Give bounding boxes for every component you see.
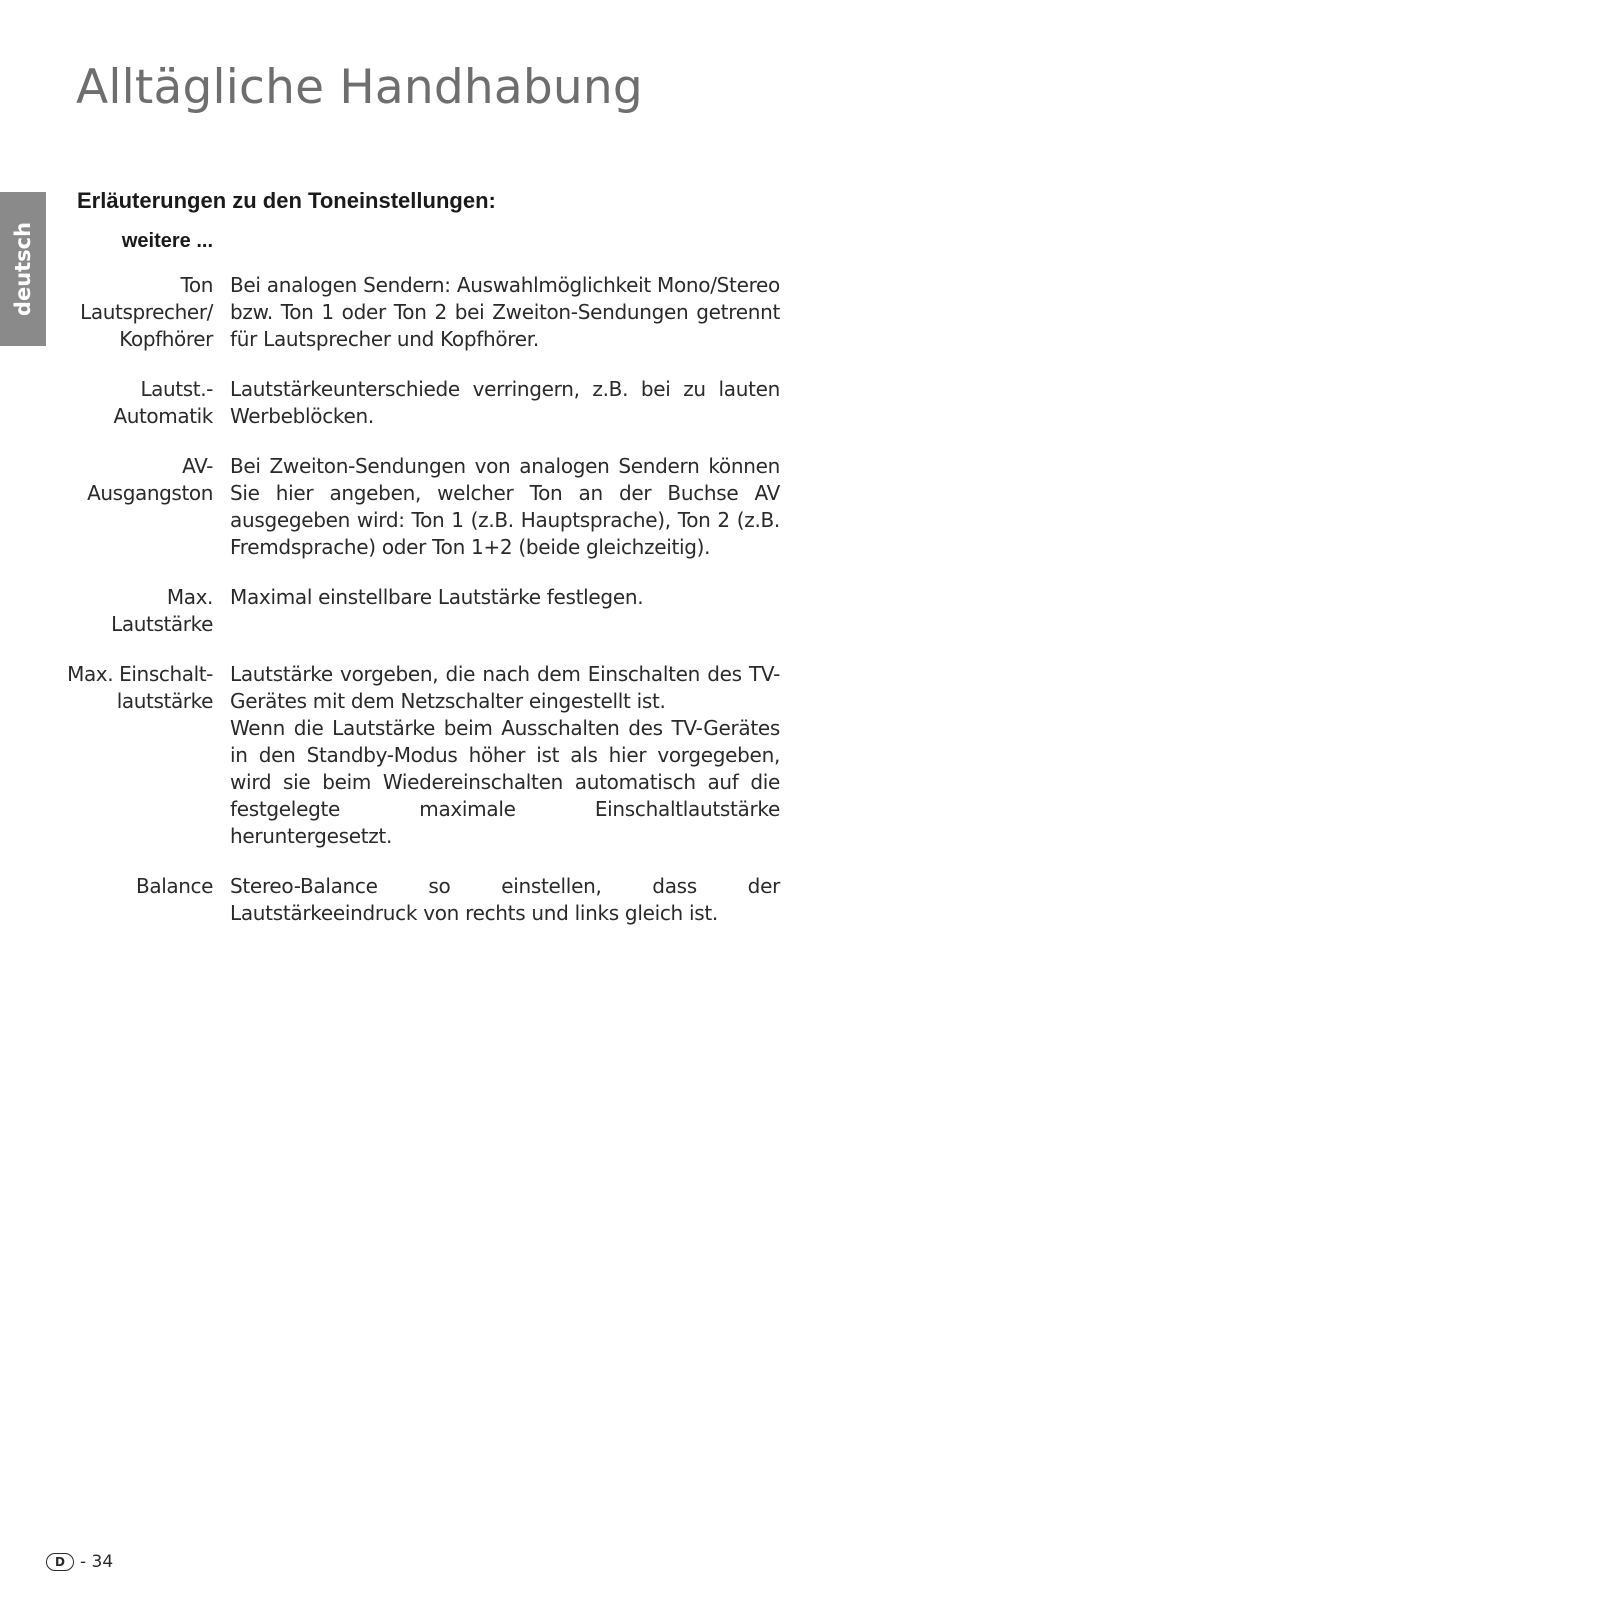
entry-term: Max. Einschalt- lautstärke — [67, 662, 213, 713]
definition-entry — [60, 376, 780, 430]
entry-term: Max. Lautstärke — [111, 585, 213, 636]
entry-term: Balance — [136, 874, 213, 898]
definition-entry — [60, 584, 780, 638]
entry-description — [230, 376, 780, 430]
entry-description — [230, 873, 780, 927]
entry-paragraph: Lautstärkeunterschiede verringern, z.B. bei zu lauten Werbeblöcken. — [230, 377, 780, 428]
sub-heading: weitere ... — [121, 230, 213, 252]
entry-paragraph: Lautstärke vorgeben, die nach dem Einschalten des TV-Gerätes mit dem Netzschalter eingestellt ist. — [230, 662, 780, 713]
page-number: - 34 — [80, 1552, 114, 1572]
entry-paragraph: Bei Zweiton-Sendungen von analogen Sendern können Sie hier angeben, welcher Ton an der Buchse AV ausgegeben wird: Ton 1 (z.B. Hauptsprache), Ton 2 (z.B. Fremdsprache) oder Ton 1+2 (beide gleichzeitig). — [230, 454, 780, 559]
entry-paragraph: Stereo-Balance so einstellen, dass der Lautstärkeeindruck von rechts und links gleich ist. — [230, 874, 780, 925]
definition-entry — [60, 453, 780, 561]
definition-list — [60, 272, 780, 950]
definition-entry — [60, 873, 780, 927]
entry-term: Lautst.- Automatik — [113, 377, 213, 428]
language-tab-label: deutsch — [11, 221, 35, 317]
language-badge: D — [46, 1553, 74, 1571]
page-title: Alltägliche Handhabung — [76, 60, 643, 115]
entry-description — [230, 272, 780, 353]
language-tab — [0, 192, 46, 346]
entry-term: AV- Ausgangston — [87, 454, 213, 505]
entry-paragraph: Wenn die Lautstärke beim Ausschalten des TV-Gerätes in den Standby-Modus höher ist als hier vorgegeben, wird sie beim Wiedereinschalten automatisch auf die festgelegte maximale Einschaltlautstärke heruntergesetzt. — [230, 716, 780, 848]
definition-entry — [60, 272, 780, 353]
entry-paragraph: Bei analogen Sendern: Auswahlmöglichkeit Mono/Stereo bzw. Ton 1 oder Ton 2 bei Zweiton-Sendungen getrennt für Lautsprecher und Kopfhörer. — [230, 273, 780, 351]
section-heading: Erläuterungen zu den Toneinstellungen: — [77, 188, 496, 213]
entry-description — [230, 453, 780, 561]
entry-description — [230, 584, 780, 638]
entry-paragraph: Maximal einstellbare Lautstärke festlegen. — [230, 585, 644, 609]
entry-term: Ton Lautsprecher/ Kopfhörer — [80, 273, 213, 351]
entry-description — [230, 661, 780, 850]
definition-entry — [60, 661, 780, 850]
page-footer — [46, 1552, 113, 1572]
